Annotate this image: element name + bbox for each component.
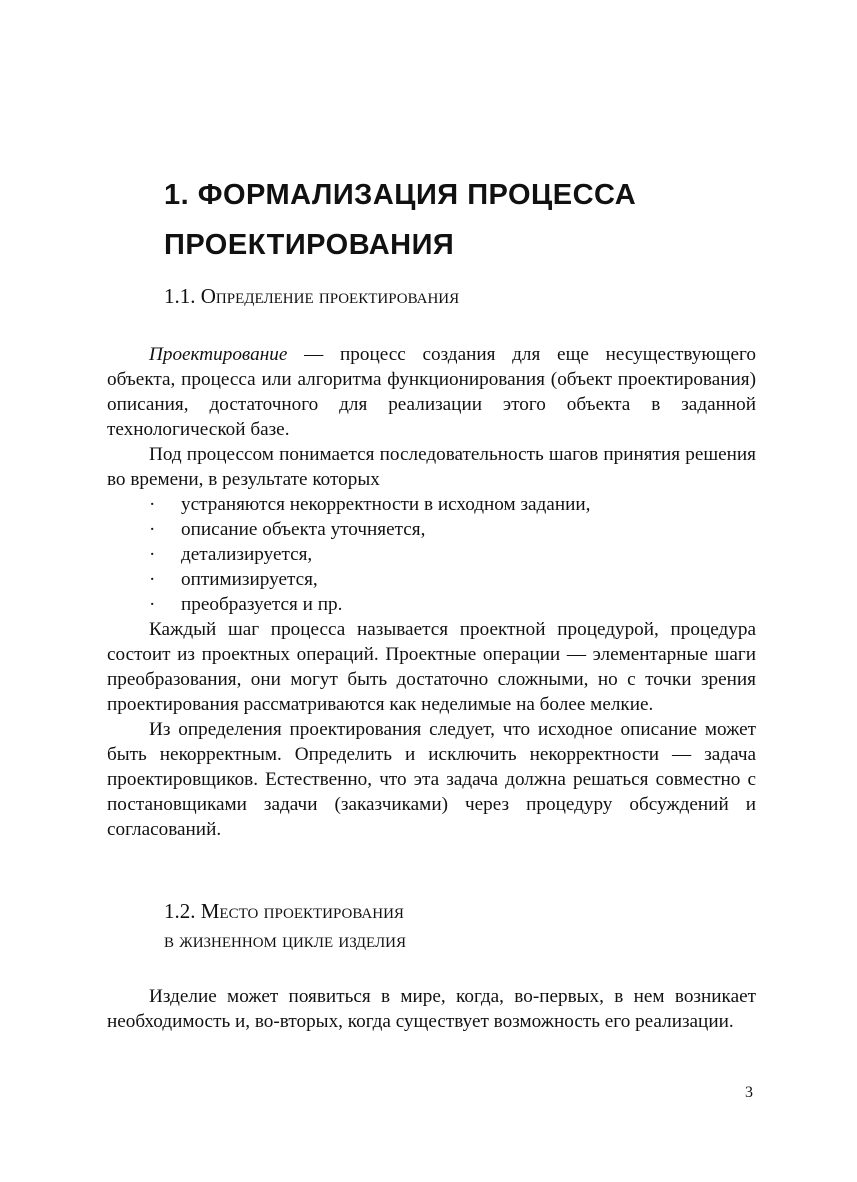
page-number: 3 bbox=[745, 1084, 753, 1101]
list-item bbox=[107, 492, 756, 517]
paragraph-incorrectness: Из определения проектирования следует, что исходное описание может быть некорректным. Определить и исключить некорректности — задача проектировщиков. Естественно, что эта задача должна решаться совместно с постановщиками задачи (заказчиками) через процедуру обсуждений и согласований. bbox=[107, 719, 756, 840]
bullet-marker: · bbox=[149, 544, 156, 565]
bullet-marker: · bbox=[149, 594, 156, 615]
list-item-text: детализируется, bbox=[181, 544, 313, 565]
list-item-text: устраняются некорректности в исходном задании, bbox=[181, 494, 591, 515]
bullet-marker: · bbox=[149, 519, 156, 540]
section-title-line-1: 1.2. Место проектирования bbox=[164, 899, 404, 923]
section-body-lifecycle bbox=[107, 984, 756, 1034]
section-title-line-2: в жизненном цикле изделия bbox=[164, 928, 407, 952]
bullet-marker: · bbox=[149, 569, 156, 590]
list-item-text: описание объекта уточняется, bbox=[181, 519, 426, 540]
list-item bbox=[107, 592, 756, 617]
paragraph-procedure: Каждый шаг процесса называется проектной процедурой, процедура состоит из проектных операций. Проектные операции — элементарные шаги преобразования, они могут быть достаточно сложными, но с точки зрения проектирования рассматриваются как неделимые на более мелкие. bbox=[107, 619, 756, 715]
paragraph-product: Изделие может появиться в мире, когда, во-первых, в нем возникает необходимость и, во-вторых, когда существует возможность его реализации. bbox=[107, 986, 756, 1032]
paragraph-process: Под процессом понимается последовательность шагов принятия решения во времени, в результате которых bbox=[107, 444, 756, 490]
term-design: Проектирование bbox=[149, 344, 288, 365]
chapter-title: 1. ФОРМАЛИЗАЦИЯ ПРОЦЕССА ПРОЕКТИРОВАНИЯ bbox=[164, 179, 637, 261]
list-item bbox=[107, 567, 756, 592]
section-title-definition: 1.1. Определение проектирования bbox=[164, 284, 460, 308]
section-body-definition bbox=[107, 342, 756, 842]
list-item bbox=[107, 517, 756, 542]
list-item bbox=[107, 542, 756, 567]
bullet-marker: · bbox=[149, 494, 156, 515]
list-item-text: преобразуется и пр. bbox=[181, 594, 343, 615]
section-title-lifecycle bbox=[164, 897, 406, 955]
paragraph-definition bbox=[107, 342, 756, 442]
bullet-list bbox=[107, 492, 756, 617]
definition-text: — процесс создания для еще несуществующего объекта, процесса или алгоритма функционирования (объект проектирования) описания, достаточного для реализации этого объекта в заданной технологической базе. bbox=[107, 344, 756, 440]
list-item-text: оптимизируется, bbox=[181, 569, 318, 590]
